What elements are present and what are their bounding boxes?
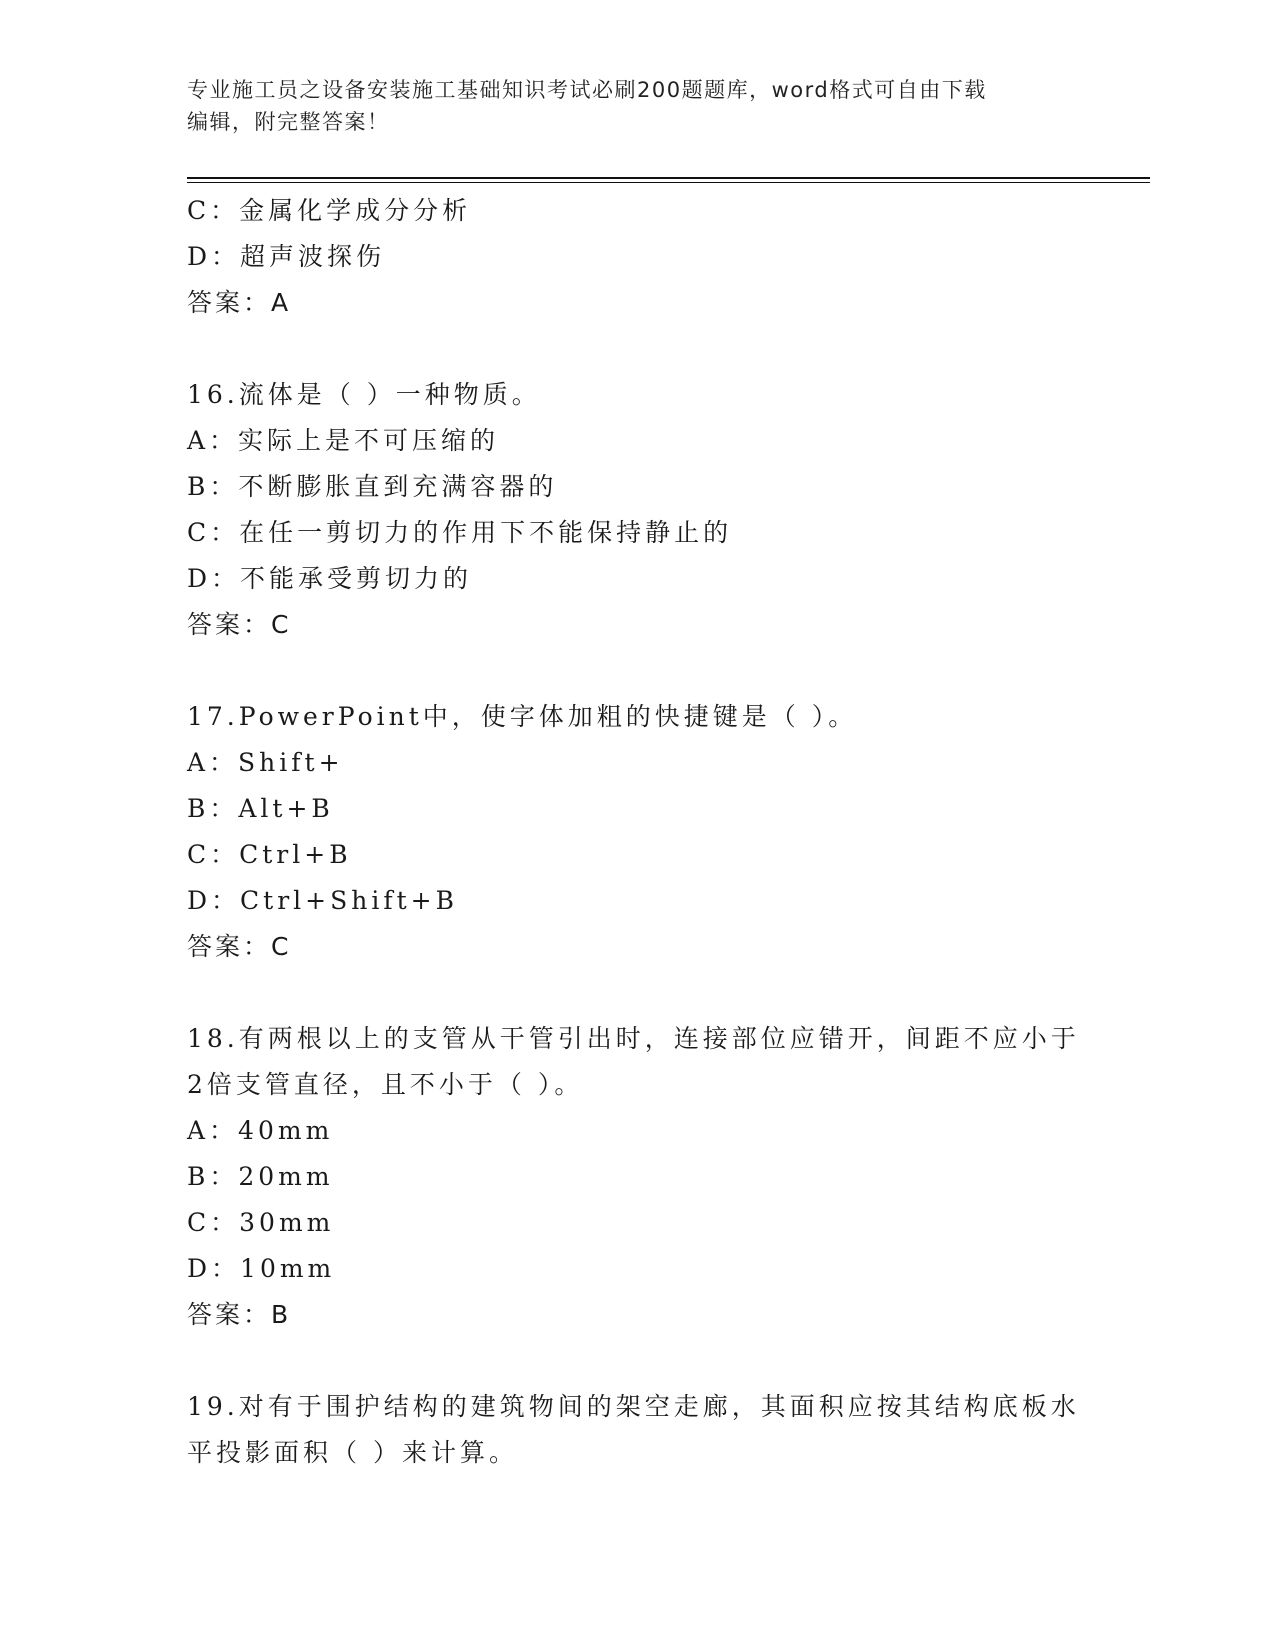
option-a: A：Shift+ [187,748,344,777]
question-17 [187,694,1077,970]
header-line-1: 专业施工员之设备安装施工基础知识考试必刷200题题库，word格式可自由下载 [187,78,987,102]
answer: 答案：B [187,1300,292,1329]
answer: 答案：A [187,288,292,317]
option-d: D：不能承受剪切力的 [187,564,473,593]
header-rule-thick [187,177,1150,179]
spacer [187,970,1077,1016]
question-list [187,188,1080,1476]
question-stem-continued: 2倍支管直径，且不小于（ ）。 [187,1070,584,1099]
question-stem: 18.有两根以上的支管从干管引出时，连接部位应错开，间距不应小于 [187,1024,1080,1053]
option-b: B：不断膨胀直到充满容器的 [187,472,558,501]
question-19 [187,1384,1080,1476]
answer: 答案：C [187,610,292,639]
option-d: D：Ctrl+Shift+B [187,886,458,915]
option-c: C：金属化学成分分析 [187,196,472,225]
option-b: B：20mm [187,1162,334,1191]
question-stem: 17.PowerPoint中，使字体加粗的快捷键是（ ）。 [187,702,858,731]
document-header [187,74,1067,138]
spacer [187,326,1077,372]
spacer [187,1338,1077,1384]
header-line-2: 编辑，附完整答案！ [187,110,390,134]
question-stem: 19.对有于围护结构的建筑物间的架空走廊，其面积应按其结构底板水 [187,1392,1080,1421]
answer: 答案：C [187,932,292,961]
spacer [187,648,1077,694]
option-d: D：10mm [187,1254,336,1283]
question-stem: 16.流体是（ ）一种物质。 [187,380,541,409]
option-d: D：超声波探伤 [187,242,386,271]
question-stem-continued: 平投影面积（ ）来计算。 [187,1438,518,1467]
option-c: C：Ctrl+B [187,840,352,869]
question-15-tail [187,188,1077,326]
option-a: A：实际上是不可压缩的 [187,426,500,455]
option-a: A：40mm [187,1116,334,1145]
option-c: C：30mm [187,1208,335,1237]
header-rule-thin [187,182,1150,183]
option-c: C：在任一剪切力的作用下不能保持静止的 [187,518,733,547]
question-18 [187,1016,1080,1338]
option-b: B：Alt+B [187,794,334,823]
question-16 [187,372,1077,648]
